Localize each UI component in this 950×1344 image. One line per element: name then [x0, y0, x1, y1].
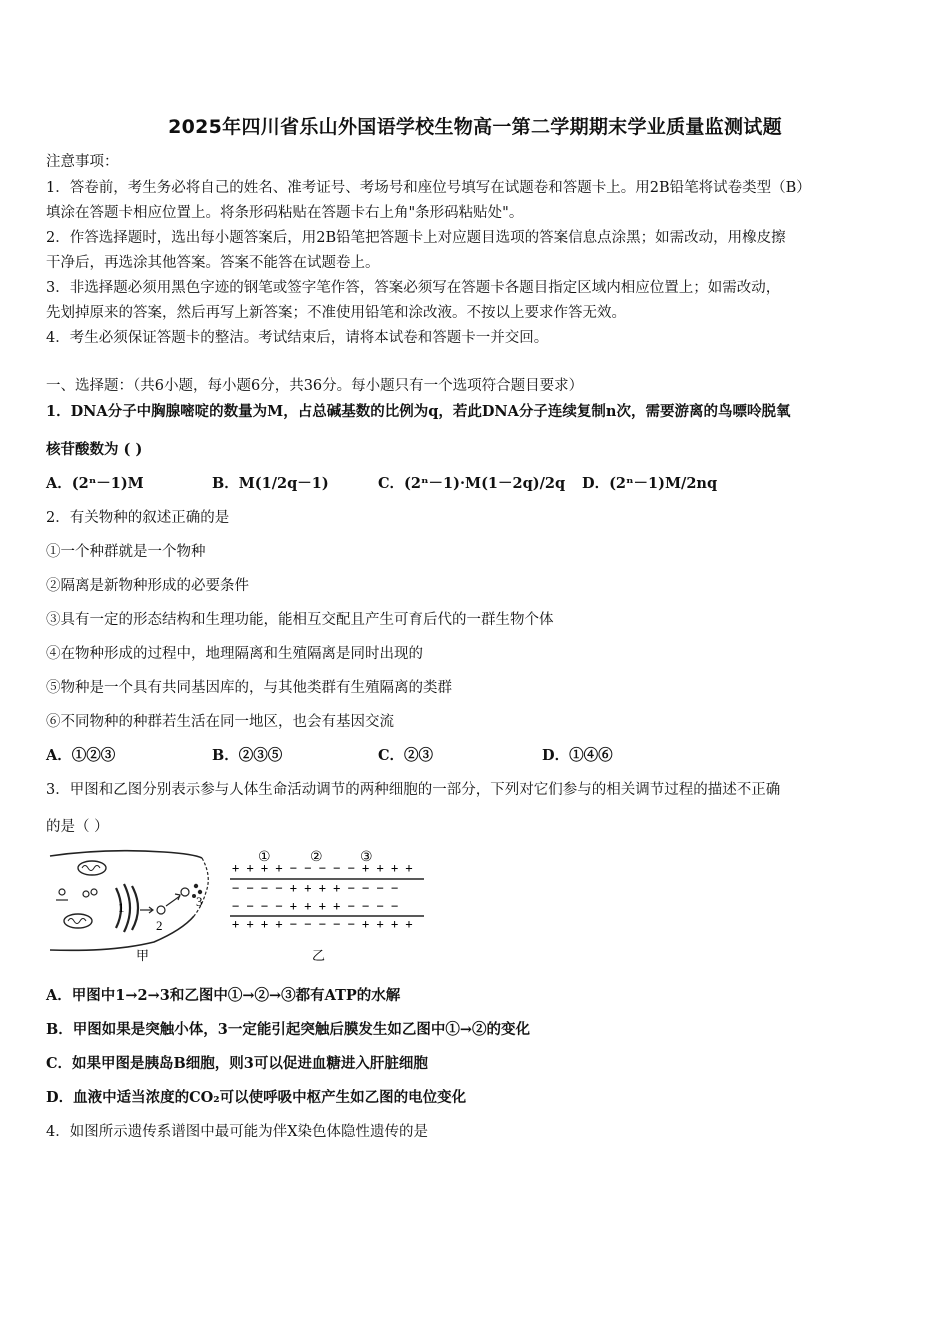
cell-number-label: 2: [156, 918, 163, 933]
section-heading: 一、选择题：（共6小题，每小题6分，共36分。每小题只有一个选项符合题目要求）: [46, 378, 584, 394]
cell-number-label: 1: [118, 900, 125, 915]
question-4-stem: 4．如图所示遗传系谱图中最可能为伴X染色体隐性遗传的是: [46, 1124, 429, 1140]
membrane-row: + + + + − − − − − + + + +: [232, 861, 413, 875]
question-3-stem-cont: 的是（ ）: [46, 819, 109, 835]
notice-line: 1．答卷前，考生务必将自己的姓名、准考证号、考场号和座位号填写在试题卷和答题卡上。用2B铅笔将试卷类型（B）: [46, 180, 811, 196]
q1-option-c: C．(2ⁿ－1)·M(1－2q)/2q: [378, 475, 566, 492]
point-label-2: ②: [310, 849, 323, 865]
notice-heading: 注意事项：: [46, 154, 119, 170]
cell-jia-diagram: [50, 851, 208, 951]
membrane-row: − − − − + + + + − − − −: [232, 881, 399, 895]
point-label-1: ①: [258, 849, 271, 865]
q2-option-a: A．①②③: [46, 747, 116, 764]
q2-option-c: C．②③: [378, 747, 434, 764]
q2-statement: ②隔离是新物种形成的必要条件: [46, 578, 249, 594]
q2-option-d: D．①④⑥: [542, 747, 613, 764]
q3-option-b: B．甲图如果是突触小体，3一定能引起突触后膜发生如乙图中①→②的变化: [46, 1021, 530, 1038]
membrane-row: + + + + − − − − − + + + +: [232, 917, 413, 931]
q1-option-a: A．(2ⁿ－1)M: [46, 475, 144, 492]
cell-number-label: 3: [196, 894, 203, 909]
notice-line: 4．考生必须保证答题卡的整洁。考试结束后，请将本试卷和答题卡一并交回。: [46, 330, 549, 346]
figure-label-yi: 乙: [312, 948, 326, 963]
notice-line: 2．作答选择题时，选出每小题答案后，用2B铅笔把答题卡上对应题目选项的答案信息点涂黑；如需改动，用橡皮擦: [46, 230, 786, 246]
notice-line: 填涂在答题卡相应位置上。将条形码粘贴在答题卡右上角"条形码粘贴处"。: [46, 205, 524, 221]
q2-statement: ④在物种形成的过程中，地理隔离和生殖隔离是同时出现的: [46, 646, 423, 662]
q2-statement: ⑥不同物种的种群若生活在同一地区，也会有基因交流: [46, 714, 394, 730]
q1-option-b: B．M(1/2q－1): [212, 475, 329, 492]
q2-statement: ①一个种群就是一个物种: [46, 544, 206, 560]
q3-option-d: D．血液中适当浓度的CO₂可以使呼吸中枢产生如乙图的电位变化: [46, 1089, 467, 1106]
q2-option-b: B．②③⑤: [212, 747, 283, 764]
page-title: 2025年四川省乐山外国语学校生物高一第二学期期末学业质量监测试题: [168, 116, 782, 138]
q3-option-c: C．如果甲图是胰岛B细胞，则3可以促进血糖进入肝脏细胞: [46, 1055, 428, 1072]
notice-line: 干净后，再选涂其他答案。答案不能答在试题卷上。: [46, 255, 380, 271]
question-1-stem-cont: 核苷酸数为 ( ): [46, 441, 143, 458]
q3-option-a: A．甲图中1→2→3和乙图中①→②→③都有ATP的水解: [46, 987, 401, 1004]
q2-statement: ③具有一定的形态结构和生理功能，能相互交配且产生可育后代的一群生物个体: [46, 612, 554, 628]
q2-statement: ⑤物种是一个具有共同基因库的，与其他类群有生殖隔离的类群: [46, 680, 452, 696]
q3-figure: [44, 846, 434, 966]
membrane-row: − − − − + + + + − − − −: [232, 899, 399, 913]
question-3-stem: 3．甲图和乙图分别表示参与人体生命活动调节的两种细胞的一部分，下列对它们参与的相关调节过程的描述不正确: [46, 782, 781, 798]
question-1-stem: 1．DNA分子中胸腺嘧啶的数量为M，占总碱基数的比例为q，若此DNA分子连续复制n次，需要游离的鸟嘌呤脱氧: [46, 403, 791, 420]
notice-line: 先划掉原来的答案，然后再写上新答案；不准使用铅笔和涂改液。不按以上要求作答无效。: [46, 305, 626, 321]
q1-option-d: D．(2ⁿ－1)M/2nq: [582, 475, 718, 492]
notice-line: 3．非选择题必须用黑色字迹的钢笔或签字笔作答，答案必须写在答题卡各题目指定区域内相应位置上；如需改动，: [46, 280, 781, 296]
question-2-stem: 2．有关物种的叙述正确的是: [46, 510, 230, 526]
point-label-3: ③: [360, 849, 373, 865]
figure-label-jia: 甲: [136, 948, 150, 963]
